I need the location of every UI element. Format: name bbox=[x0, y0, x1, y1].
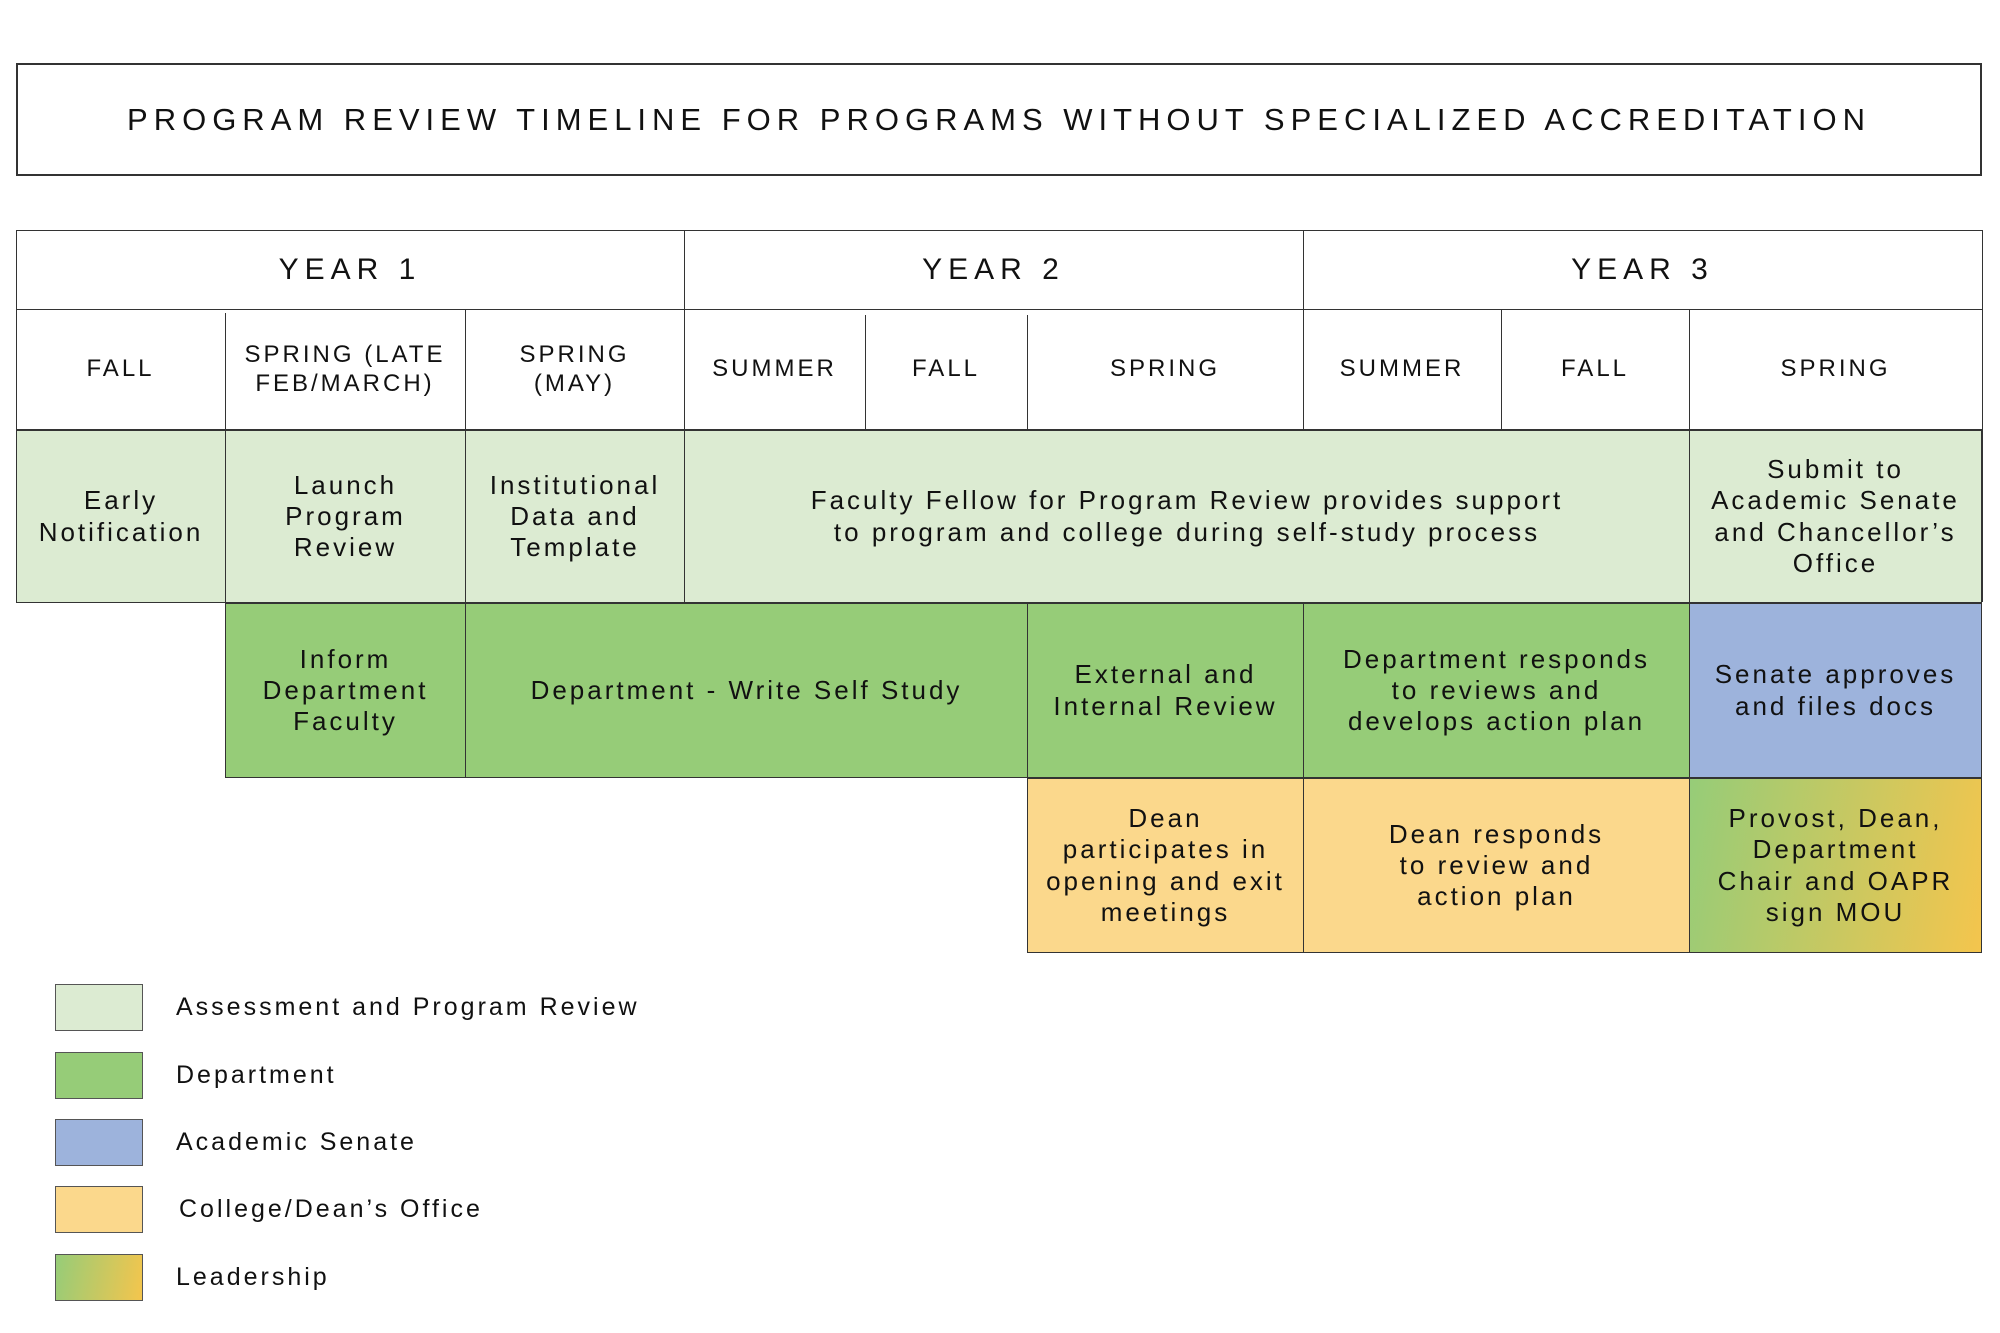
task-external-internal-review: External and Internal Review bbox=[1027, 603, 1304, 778]
season-year1-spring-may: SPRING (MAY) bbox=[465, 310, 684, 430]
task-early-notification: Early Notification bbox=[16, 430, 226, 603]
legend-label-leadership: Leadership bbox=[176, 1263, 330, 1291]
task-submit-to-senate: Submit to Academic Senate and Chancellor’s Office bbox=[1689, 430, 1982, 603]
task-write-self-study: Department - Write Self Study bbox=[465, 603, 1028, 778]
task-launch-program-review: Launch Program Review bbox=[225, 430, 466, 603]
season-year3-spring: SPRING bbox=[1689, 310, 1982, 430]
season-year3-summer: SUMMER bbox=[1303, 310, 1501, 430]
season-divider bbox=[465, 310, 466, 430]
task-faculty-fellow-support: Faculty Fellow for Program Review provides support to program and college during self-study process bbox=[684, 430, 1690, 603]
legend-label-academic-senate: Academic Senate bbox=[176, 1128, 417, 1156]
season-year3-fall: FALL bbox=[1501, 310, 1689, 430]
task-institutional-data: Institutional Data and Template bbox=[465, 430, 685, 603]
legend-label-department: Department bbox=[176, 1061, 337, 1089]
season-year2-spring: SPRING bbox=[1027, 310, 1303, 430]
legend-swatch-dean-office bbox=[55, 1186, 143, 1233]
header-right-border bbox=[1982, 230, 1983, 602]
year-2-header: YEAR 2 bbox=[684, 230, 1303, 310]
season-year1-fall: FALL bbox=[16, 310, 225, 430]
task-dean-responds: Dean responds to review and action plan bbox=[1303, 778, 1690, 953]
year-3-header: YEAR 3 bbox=[1303, 230, 1982, 310]
season-year2-summer: SUMMER bbox=[684, 310, 865, 430]
task-sign-mou: Provost, Dean, Department Chair and OAPR sign MOU bbox=[1689, 778, 1982, 953]
season-year2-fall: FALL bbox=[865, 310, 1027, 430]
page-title: PROGRAM REVIEW TIMELINE FOR PROGRAMS WITHOUT SPECIALIZED ACCREDITATION bbox=[16, 63, 1982, 176]
task-inform-department-faculty: Inform Department Faculty bbox=[225, 603, 466, 778]
season-divider bbox=[225, 313, 226, 430]
legend-swatch-assessment bbox=[55, 984, 143, 1031]
legend-swatch-leadership bbox=[55, 1254, 143, 1301]
season-divider bbox=[865, 315, 866, 430]
legend-label-assessment: Assessment and Program Review bbox=[176, 993, 640, 1021]
season-divider bbox=[1501, 310, 1502, 430]
legend-swatch-academic-senate bbox=[55, 1119, 143, 1166]
legend-swatch-department bbox=[55, 1052, 143, 1099]
task-senate-approves: Senate approves and files docs bbox=[1689, 603, 1982, 778]
task-department-responds: Department responds to reviews and develops action plan bbox=[1303, 603, 1690, 778]
season-divider bbox=[1027, 315, 1028, 430]
task-dean-participates: Dean participates in opening and exit meetings bbox=[1027, 778, 1304, 953]
year-1-header: YEAR 1 bbox=[16, 230, 684, 310]
season-year1-spring-late: SPRING (LATE FEB/MARCH) bbox=[225, 310, 465, 430]
season-divider bbox=[1689, 310, 1690, 430]
legend-label-dean-office: College/Dean’s Office bbox=[179, 1195, 483, 1223]
